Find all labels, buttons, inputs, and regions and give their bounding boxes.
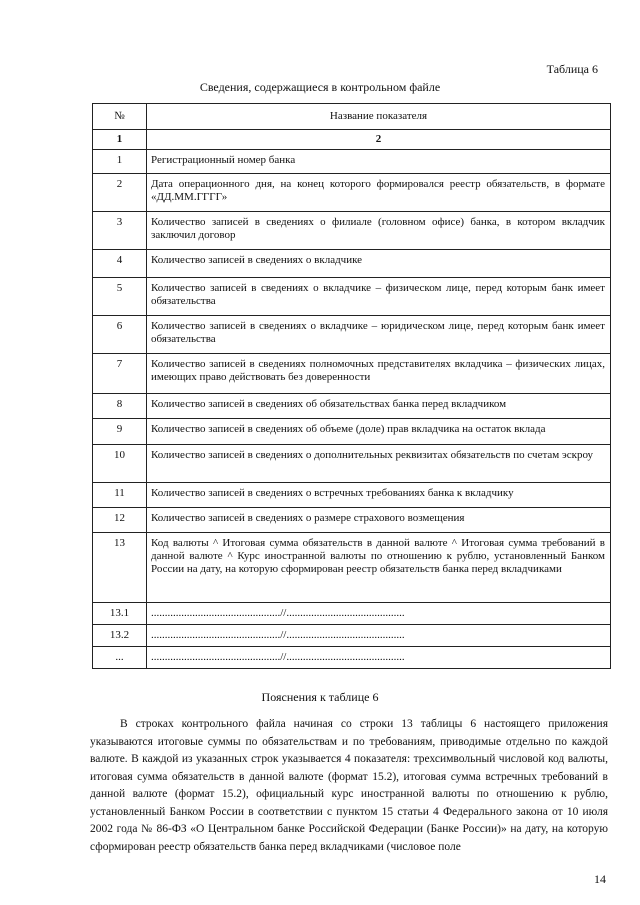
table-row [93,316,611,354]
column-header-name: Название показателя [147,104,611,130]
explanation-paragraph: В строках контрольного файла начиная со строки 13 таблицы 6 настоящего приложения указываются итоговые суммы по обязательствам и по требованиям, приводимые отдельно по каждой валюте. В каждой из указанных строк указывается 4 показателя: трехсимвольный числовой код валюты, итоговая сумма обязательств в данной валюте (формат 15.2), итоговая сумма встречных требований в данной валюте (формат 15.2), официальный курс иностранной валюты по отношению к рублю, установленный Банком России в соответствии с пунктом 15 статьи 4 Федерального закона от 10 июля 2002 года № 86-ФЗ «О Центральном банке Российской Федерации (Банке России)» на дату, на которую сформирован реестр обязательств банка перед вкладчиками (числовое поле [90,718,608,853]
page-number: 14 [594,872,606,886]
table-row [93,508,611,533]
column-index-number: 1 [93,130,147,150]
table-index-row [93,130,611,150]
row-number: 8 [93,394,147,419]
table-row [93,394,611,419]
table-header-row [93,104,611,130]
column-header-number: № [93,104,147,130]
row-name: Количество записей в сведениях о размере страхового возмещения [147,508,611,533]
table-row [93,419,611,445]
table-label: Таблица 6 [546,62,598,76]
row-name: Количество записей в сведениях полномочных представителях вкладчика – физических лицах, имеющих право действовать без доверенности [147,354,611,394]
row-name: Код валюты ^ Итоговая сумма обязательств в данной валюте ^ Итоговая сумма требований в данной валюте ^ Курс иностранной валюты по отношению к рублю, установленный Банком России на дату, на которую сформирован реестр обязательств банка перед вкладчиками [147,533,611,603]
column-index-name: 2 [147,130,611,150]
explanation-title: Пояснения к таблице 6 [261,690,379,704]
row-name: Дата операционного дня, на конец которого формировался реестр обязательств, в формате «ДД.ММ.ГГГГ» [147,174,611,212]
row-name: Количество записей в сведениях о вкладчике – юридическом лице, перед которым банк имеет обязательства [147,316,611,354]
row-name: Количество записей в сведениях о вкладчике – физическом лице, перед которым банк имеет обязательства [147,278,611,316]
row-number: 13.1 [93,603,147,625]
row-number: 5 [93,278,147,316]
row-number: 4 [93,250,147,278]
row-number: 3 [93,212,147,250]
row-name: ...............................................//........................................... [147,625,611,647]
row-name: Количество записей в сведениях об объеме (доле) прав вкладчика на остаток вклада [147,419,611,445]
row-number: ... [93,647,147,669]
row-number: 13 [93,533,147,603]
row-name: ...............................................//........................................... [147,603,611,625]
row-number: 10 [93,445,147,483]
row-name: Количество записей в сведениях о встречных требованиях банка к вкладчику [147,483,611,508]
table-row [93,150,611,174]
row-name: Количество записей в сведениях о филиале (головном офисе) банка, в котором вкладчик заключил договор [147,212,611,250]
row-number: 9 [93,419,147,445]
table-row [93,354,611,394]
row-number: 2 [93,174,147,212]
table-row [93,174,611,212]
document-title: Сведения, содержащиеся в контрольном файле [199,80,441,94]
row-name: Количество записей в сведениях о дополнительных реквизитах обязательств по счетам эскроу [147,445,611,483]
table-row [93,647,611,669]
row-name: Количество записей в сведениях о вкладчике [147,250,611,278]
row-number: 11 [93,483,147,508]
table-row [93,278,611,316]
row-number: 7 [93,354,147,394]
row-name: Регистрационный номер банка [147,150,611,174]
table-row [93,483,611,508]
table-row [93,250,611,278]
table-row [93,533,611,603]
row-name: Количество записей в сведениях об обязательствах банка перед вкладчиком [147,394,611,419]
table-row [93,625,611,647]
row-number: 12 [93,508,147,533]
row-number: 13.2 [93,625,147,647]
row-number: 6 [93,316,147,354]
row-number: 1 [93,150,147,174]
table-row [93,445,611,483]
table-row [93,603,611,625]
table-row [93,212,611,250]
indicators-table [92,103,611,669]
row-name: ...............................................//........................................... [147,647,611,669]
